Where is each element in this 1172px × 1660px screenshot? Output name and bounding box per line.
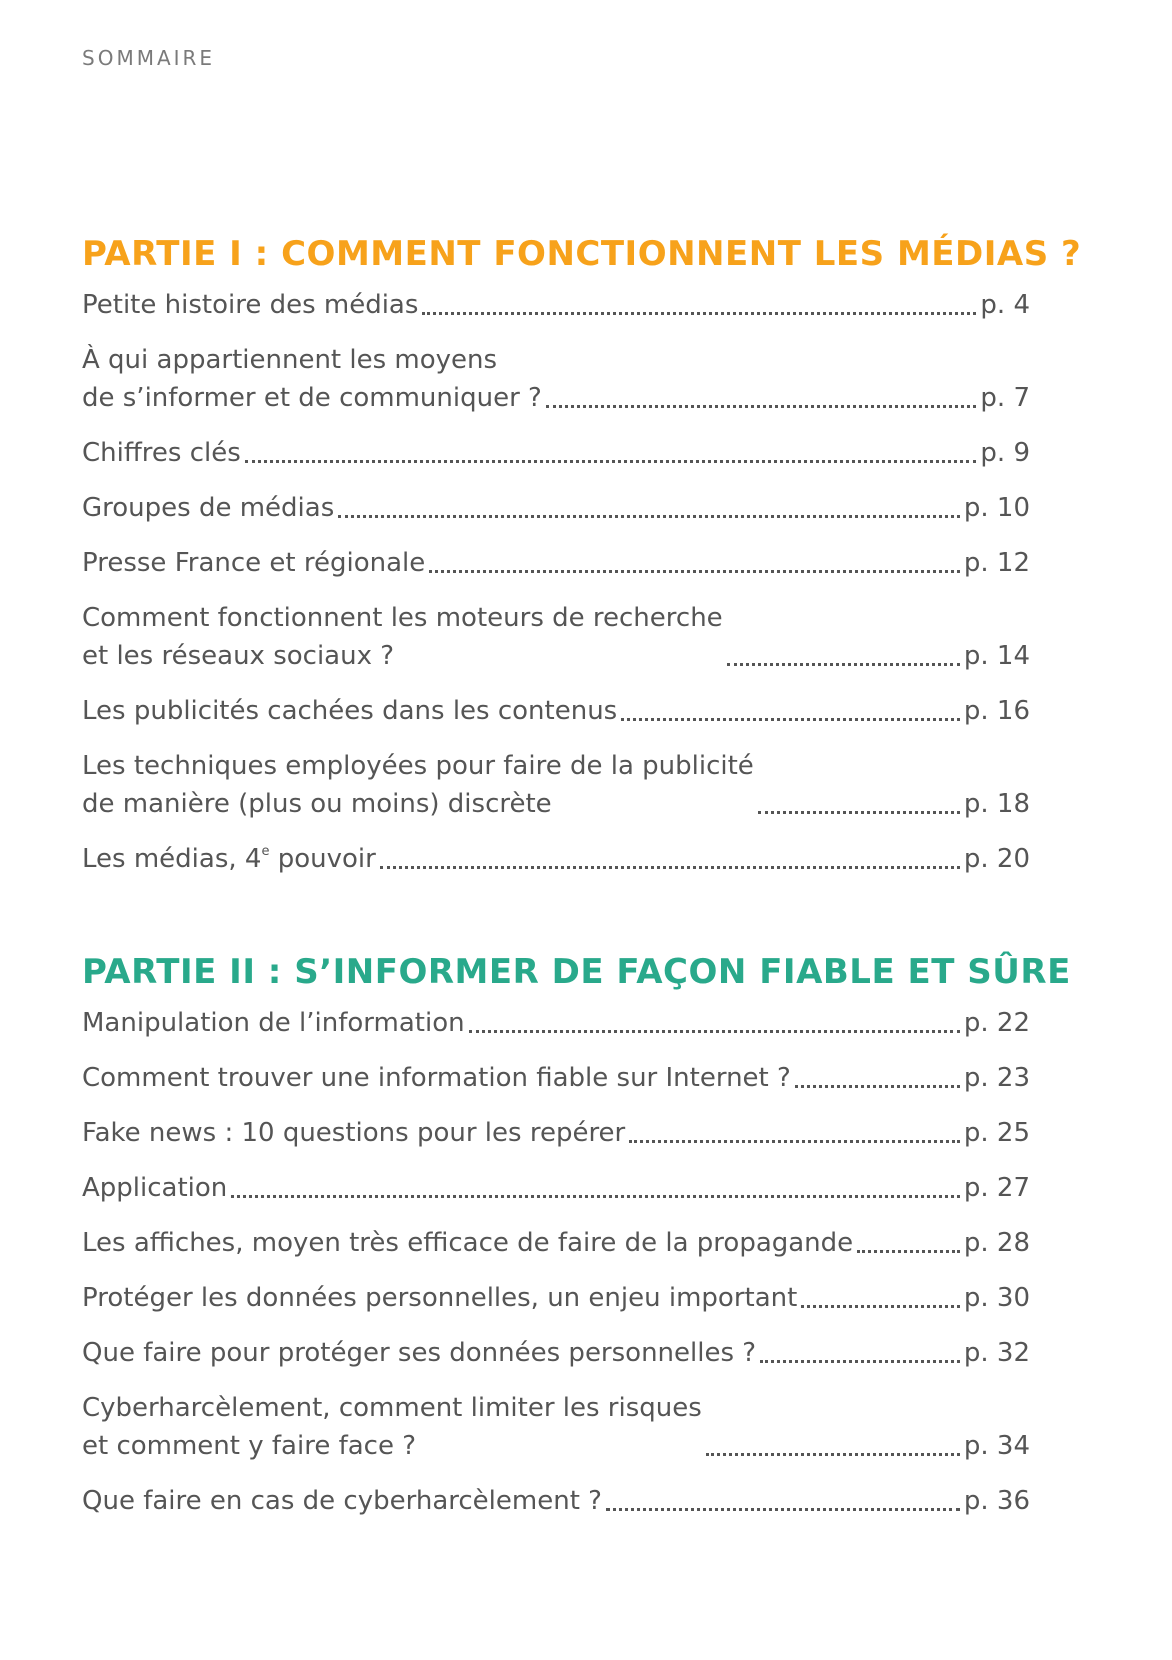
toc-entry[interactable] [82, 1482, 1030, 1520]
part-2-title: PARTIE II : S’INFORMER DE FAÇON FIABLE ET SÛRE [82, 952, 1071, 992]
dot-leader [795, 1085, 960, 1088]
running-head: SOMMAIRE [82, 46, 216, 70]
dot-leader [231, 1195, 960, 1198]
toc-entry[interactable] [82, 1334, 1030, 1372]
dot-leader [606, 1508, 960, 1511]
toc-entry[interactable] [82, 434, 1030, 472]
dot-leader [629, 1140, 960, 1143]
toc-entry[interactable] [82, 840, 1030, 878]
entry-label: Comment trouver une information fiable sur Internet ? [82, 1063, 791, 1093]
toc-entry[interactable] [82, 1224, 1030, 1262]
entry-label: Les publicités cachées dans les contenus [82, 696, 618, 726]
page-number: p. 20 [963, 844, 1030, 874]
toc-entry[interactable] [82, 286, 1030, 324]
toc-entry[interactable] [82, 1059, 1030, 1097]
dot-leader [422, 312, 976, 315]
toc-entry[interactable] [82, 692, 1030, 730]
entry-label: Petite histoire des médias [82, 290, 419, 320]
toc-entry[interactable] [82, 1004, 1030, 1042]
page-number: p. 30 [963, 1283, 1030, 1313]
page-number: p. 7 [980, 383, 1030, 413]
entry-label: Application [82, 1173, 228, 1203]
toc-entry[interactable] [82, 544, 1030, 582]
entry-label: Que faire pour protéger ses données personnelles ? [82, 1338, 757, 1368]
toc-entry[interactable] [82, 599, 1030, 675]
page-number: p. 14 [963, 641, 1030, 671]
toc-part-1 [82, 232, 1082, 895]
entry-label: Cyberharcèlement, comment limiter les risques et comment y faire face ? [82, 1393, 702, 1461]
toc-entry[interactable] [82, 1279, 1030, 1317]
dot-leader [546, 405, 977, 408]
entry-label: Comment fonctionnent les moteurs de recherche et les réseaux sociaux ? [82, 603, 723, 671]
page-number: p. 12 [963, 548, 1030, 578]
entry-label: Presse France et régionale [82, 548, 426, 578]
page-number: p. 22 [963, 1008, 1030, 1038]
toc-entry[interactable] [82, 341, 1030, 417]
dot-leader [801, 1305, 960, 1308]
entry-label: Que faire en cas de cyberharcèlement ? [82, 1486, 602, 1516]
entry-label: Les techniques employées pour faire de la publicité de manière (plus ou moins) discrète [82, 751, 754, 819]
page-number: p. 32 [963, 1338, 1030, 1368]
page-number: p. 34 [963, 1431, 1030, 1461]
page-number: p. 16 [963, 696, 1030, 726]
page-number: p. 27 [963, 1173, 1030, 1203]
page-number: p. 25 [963, 1118, 1030, 1148]
dot-leader [727, 663, 960, 666]
dot-leader [760, 1360, 960, 1363]
dot-leader [706, 1453, 960, 1456]
entry-label: Groupes de médias [82, 493, 335, 523]
page-number: p. 9 [980, 438, 1030, 468]
toc-entry[interactable] [82, 1389, 1030, 1465]
toc-entry[interactable] [82, 1169, 1030, 1207]
page-number: p. 4 [980, 290, 1030, 320]
dot-leader [621, 718, 960, 721]
part-1-title: PARTIE I : COMMENT FONCTIONNENT LES MÉDIAS ? [82, 234, 1082, 274]
entry-label: Protéger les données personnelles, un enjeu important [82, 1283, 798, 1313]
entry-label: Manipulation de l’information [82, 1008, 465, 1038]
dot-leader [338, 515, 960, 518]
page-number: p. 23 [963, 1063, 1030, 1093]
toc-entry[interactable] [82, 747, 1030, 823]
page-number: p. 10 [963, 493, 1030, 523]
dot-leader [429, 570, 960, 573]
page-number: p. 28 [963, 1228, 1030, 1258]
toc-entry[interactable] [82, 489, 1030, 527]
entry-label: Chiffres clés [82, 438, 241, 468]
page-number: p. 36 [963, 1486, 1030, 1516]
dot-leader [469, 1030, 960, 1033]
entry-label: Fake news : 10 questions pour les repérer [82, 1118, 626, 1148]
page-number: p. 18 [963, 789, 1030, 819]
dot-leader [758, 811, 960, 814]
entry-label: Les médias, 4e pouvoir [82, 844, 376, 874]
dot-leader [380, 866, 960, 869]
dot-leader [857, 1250, 960, 1253]
toc-part-2 [82, 950, 1071, 1537]
toc-entry[interactable] [82, 1114, 1030, 1152]
entry-label: Les affiches, moyen très efficace de faire de la propagande [82, 1228, 854, 1258]
dot-leader [245, 460, 977, 463]
entry-label: À qui appartiennent les moyens de s’informer et de communiquer ? [82, 345, 542, 413]
